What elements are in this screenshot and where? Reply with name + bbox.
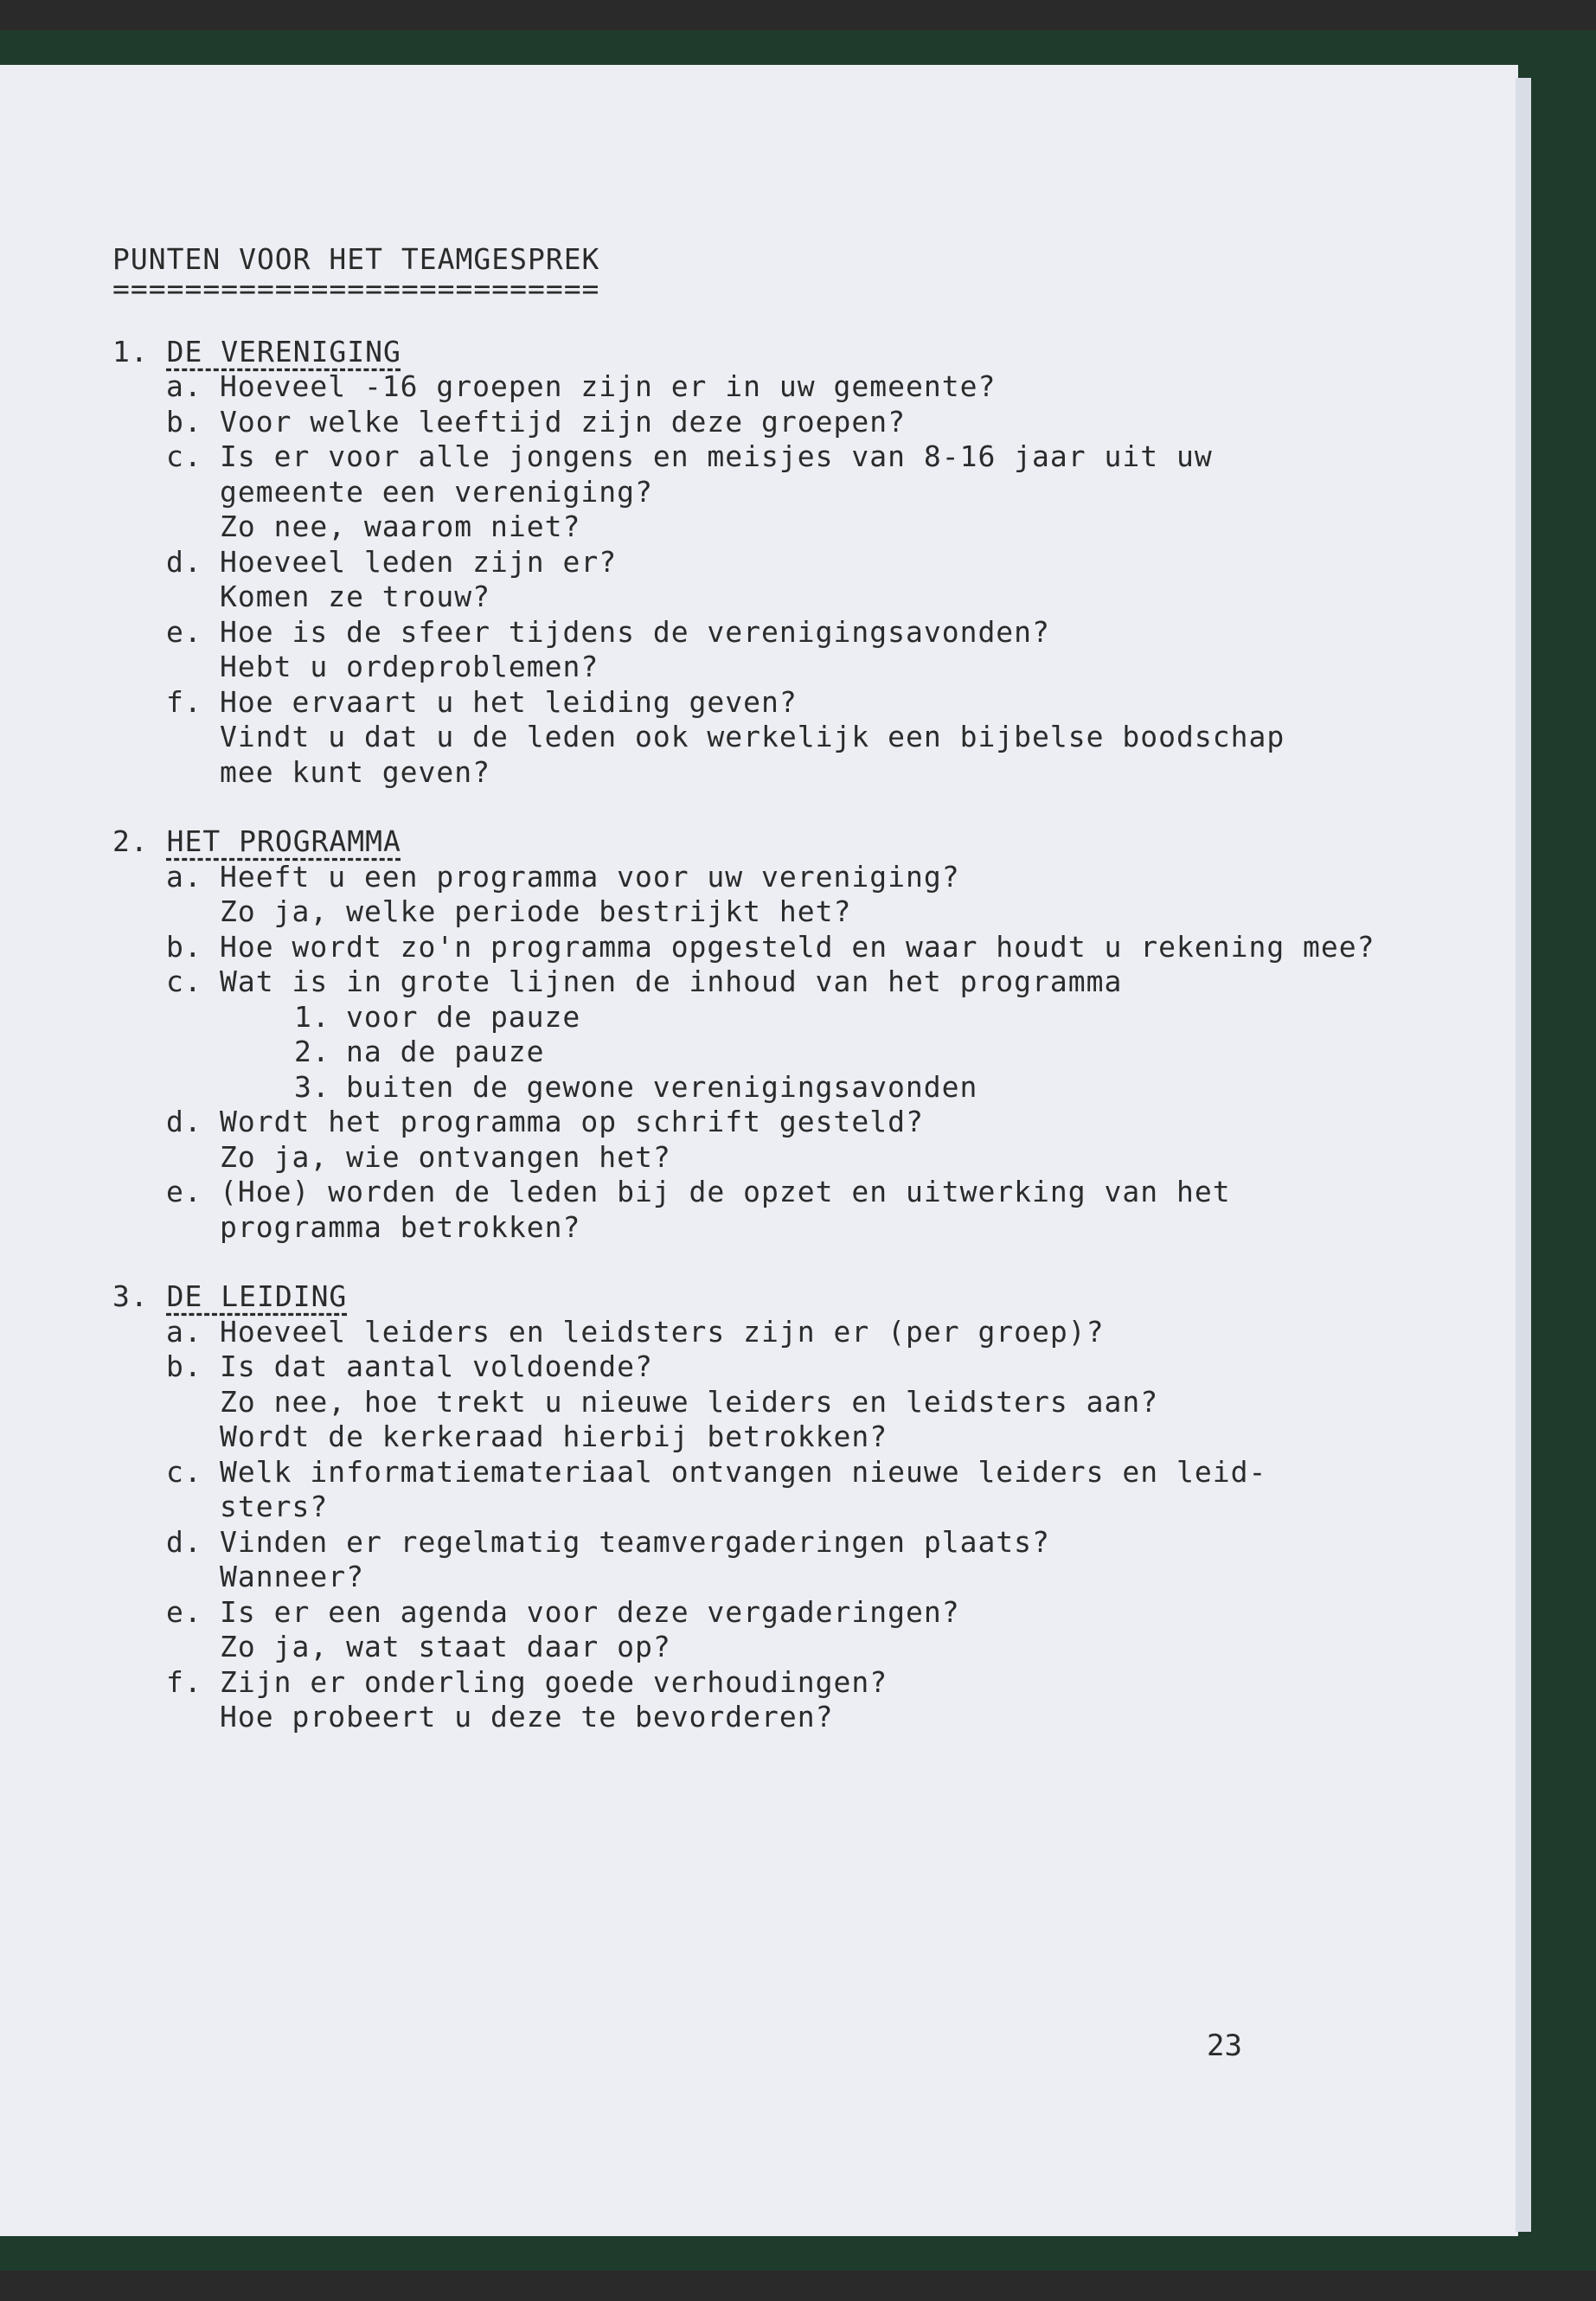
question-line: Hebt u ordeproblemen? [220,650,599,683]
question-item [112,1665,1410,1735]
question-line: Wanneer? [220,1560,364,1593]
question-item [112,405,1410,440]
document-body [112,242,1410,1735]
question-line: Wordt de kerkeraad hierbij betrokken? [220,1420,888,1453]
question-line: Hoeveel -16 groepen zijn er in uw gemeente? [220,369,997,403]
page-number: 23 [1207,2029,1242,2063]
question-line: Hoe probeert u deze te bevorderen? [220,1700,834,1734]
question-text [220,1665,1410,1735]
section [112,824,1410,1245]
question-line: Hoe is de sfeer tijdens de verenigingsavonden? [220,614,1050,649]
question-text [220,1105,1410,1175]
question-label: e. [166,614,202,649]
question-text [220,1315,1410,1350]
section [112,335,1410,791]
question-line: Komen ze trouw? [220,580,491,613]
document-title: PUNTEN VOOR HET TEAMGESPREK [112,242,600,276]
question-item [112,860,1410,930]
question-item [112,930,1410,965]
question-label: d. [166,544,202,579]
question-item [112,1175,1410,1245]
question-line: mee kunt geven? [220,754,491,789]
question-text [220,545,1410,615]
question-line: Is er een agenda voor deze vergaderingen? [220,1594,960,1629]
question-text [220,1175,1410,1245]
question-line: Voor welke leeftijd zijn deze groepen? [220,404,906,439]
question-line: Zo nee, hoe trekt u nieuwe leiders en leidsters aan? [220,1384,1159,1419]
question-line: Heeft u een programma voor uw vereniging? [220,859,960,894]
question-text [220,1349,1410,1455]
question-item [112,1349,1410,1455]
question-label: f. [166,684,202,719]
question-text [220,930,1410,965]
question-line: Vinden er regelmatig teamvergaderingen plaats? [220,1524,1050,1559]
question-item [112,1455,1410,1525]
question-item [112,685,1410,791]
question-label: d. [166,1105,202,1138]
page-edge [1516,78,1531,2232]
section-title: DE LEIDING [166,1279,348,1313]
question-label: a. [166,369,202,403]
question-line: gemeente een vereniging? [220,474,653,509]
section [112,1279,1410,1735]
question-line: Is er voor alle jongens en meisjes van 8-16 jaar uit uw [220,439,1213,473]
question-line: Wat is in grote lijnen de inhoud van het programma [220,965,1123,998]
question-label: f. [166,1664,202,1699]
section-heading [112,1279,1410,1315]
question-text [220,1455,1410,1525]
section-number: 3. [112,1279,149,1313]
question-label: c. [166,1454,202,1489]
question-label: b. [166,1349,202,1383]
question-label: e. [166,1594,202,1629]
title-underline: =========================== [112,277,600,300]
question-line: Zo ja, wat staat daar op? [220,1630,671,1663]
question-line: Zo ja, wie ontvangen het? [220,1139,671,1174]
section-heading [112,335,1410,370]
sub-item [112,1000,1410,1035]
question-line: Hoe ervaart u het leiding geven? [220,684,798,719]
question-text [220,405,1410,440]
question-text [220,965,1410,1000]
question-label: b. [166,929,202,964]
sub-item [112,1035,1410,1070]
question-line: Zo nee, waarom niet? [220,510,581,543]
sub-item-number: 1. [294,999,330,1034]
question-label: a. [166,859,202,894]
sub-item-number: 3. [294,1069,330,1104]
question-item [112,1105,1410,1175]
sub-item [112,1070,1410,1106]
question-line: sters? [220,1490,329,1523]
question-label: c. [166,965,202,998]
question-item [112,1595,1410,1665]
question-text [220,615,1410,685]
question-item [112,965,1410,1000]
question-line: (Hoe) worden de leden bij de opzet en uitwerking van het [220,1175,1231,1208]
question-item [112,1315,1410,1350]
question-line: Is dat aantal voldoende? [220,1349,653,1383]
question-text [220,369,1410,405]
question-label: b. [166,404,202,439]
sub-item-number: 2. [294,1035,330,1068]
question-text [220,1525,1410,1595]
question-label: e. [166,1175,202,1208]
sub-item-text: voor de pauze [346,999,581,1034]
question-line: Vindt u dat u de leden ook werkelijk een bijbelse boodschap [220,720,1285,753]
question-line: Welk informatiemateriaal ontvangen nieuwe leiders en leid- [220,1454,1267,1489]
question-label: d. [166,1524,202,1559]
question-label: a. [166,1314,202,1349]
question-item [112,369,1410,405]
question-text [220,685,1410,791]
sections-container [112,335,1410,1735]
question-item [112,439,1410,545]
section-title: HET PROGRAMMA [166,824,401,858]
question-text [220,439,1410,545]
sub-item-text: na de pauze [346,1035,545,1068]
section-number: 2. [112,824,149,858]
question-item [112,545,1410,615]
sub-item-text: buiten de gewone verenigingsavonden [346,1069,978,1104]
question-line: Wordt het programma op schrift gesteld? [220,1105,924,1138]
section-heading [112,824,1410,860]
question-line: Zo ja, welke periode bestrijkt het? [220,894,852,928]
section-number: 1. [112,334,149,369]
question-line: programma betrokken? [220,1209,581,1244]
question-item [112,615,1410,685]
question-text [220,1595,1410,1665]
question-line: Hoeveel leiders en leidsters zijn er (per groep)? [220,1314,1105,1349]
question-line: Zijn er onderling goede verhoudingen? [220,1664,888,1699]
question-label: c. [166,439,202,473]
question-text [220,860,1410,930]
question-line: Hoeveel leden zijn er? [220,544,618,579]
question-item [112,1525,1410,1595]
question-line: Hoe wordt zo'n programma opgesteld en waar houdt u rekening mee? [220,929,1375,964]
section-title: DE VERENIGING [166,334,401,369]
